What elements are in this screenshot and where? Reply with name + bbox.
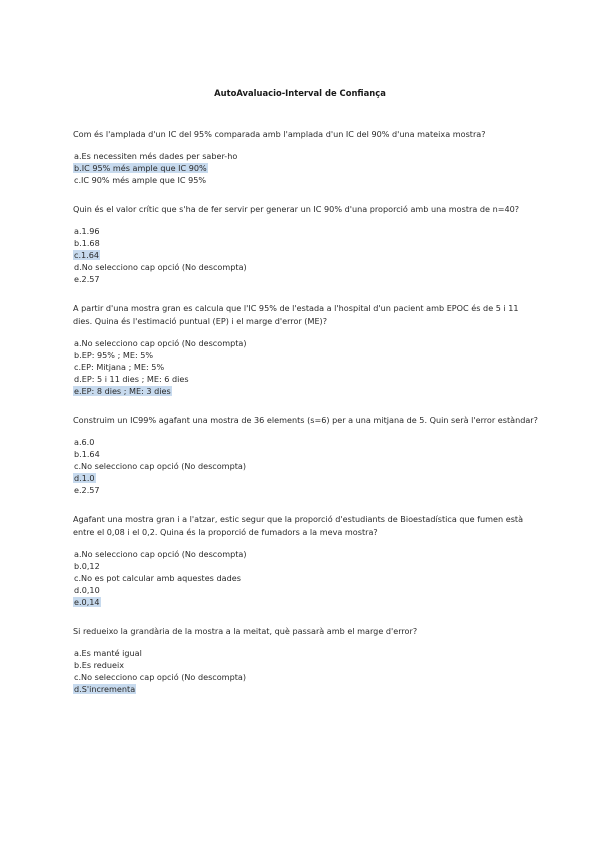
answer-option-label: a.No selecciono cap opció (No descompta) (74, 337, 247, 348)
answer-option[interactable] (73, 548, 538, 560)
answer-option-label: e.EP: 8 dies ; ME: 3 dies (74, 386, 171, 397)
answer-option-label: a.Es manté igual (74, 647, 142, 658)
question-text: Agafant una mostra gran i a l'atzar, estic segur que la proporció d'estudiants de Bioestadística que fumen està entre el 0,08 i el 0,2. Quina és la proporció de fumadors a la meva mostra? (73, 513, 524, 537)
answer-options (73, 337, 538, 398)
answer-options (73, 150, 538, 187)
answer-option[interactable] (73, 261, 538, 273)
question-block (73, 302, 538, 398)
answer-option-selected[interactable] (73, 162, 538, 174)
answer-option-label: d.EP: 5 i 11 dies ; ME: 6 dies (74, 374, 189, 385)
question-text: A partir d'una mostra gran es calcula que l'IC 95% de l'estada a l'hospital d'un pacient amb EPOC és de 5 i 11 dies. Quina és l'estimació puntual (EP) i el marge d'error (ME)? (73, 302, 519, 326)
answer-option-label: b.1.68 (74, 237, 100, 248)
question-block (73, 203, 538, 286)
answer-option-label: c.No selecciono cap opció (No descompta) (74, 672, 247, 683)
answer-option-label: d.1.0 (74, 473, 95, 484)
answer-option-label: b.1.64 (74, 448, 100, 459)
question-block (73, 128, 538, 187)
answer-option[interactable] (73, 237, 538, 249)
answer-option[interactable] (73, 647, 538, 659)
answer-option-label: e.2.57 (74, 274, 100, 285)
question-text: Quin és el valor crític que s'ha de fer servir per generar un IC 90% d'una proporció amb una mostra de n=40? (73, 203, 520, 214)
answer-option[interactable] (73, 572, 538, 584)
answer-option-label: b.Es redueix (74, 659, 125, 670)
answer-option[interactable] (73, 150, 538, 162)
question-text: Com és l'amplada d'un IC del 95% comparada amb l'amplada d'un IC del 90% d'una mateixa mostra? (73, 129, 486, 139)
answer-option-label: e.0,14 (74, 597, 100, 608)
answer-option[interactable] (73, 273, 538, 285)
answer-option-selected[interactable] (73, 249, 538, 261)
answer-option-selected[interactable] (73, 385, 538, 397)
answer-option-label: a.1.96 (74, 225, 100, 236)
answer-option[interactable] (73, 671, 538, 683)
answer-option-label: c.EP: Mitjana ; ME: 5% (74, 362, 165, 373)
answer-option-label: c.IC 90% més ample que IC 95% (74, 175, 207, 186)
answer-option[interactable] (73, 436, 538, 448)
answer-option[interactable] (73, 484, 538, 496)
question-list (73, 128, 538, 711)
answer-option-label: b.EP: 95% ; ME: 5% (74, 349, 154, 360)
answer-option-label: e.2.57 (74, 485, 100, 496)
answer-option[interactable] (73, 349, 538, 361)
answer-option-label: a.Es necessiten més dades per saber-ho (74, 151, 238, 161)
answer-option-selected[interactable] (73, 472, 538, 484)
answer-option-label: a.No selecciono cap opció (No descompta) (74, 548, 247, 559)
answer-option-label: b.IC 95% més ample que IC 90% (74, 163, 207, 174)
question-block (73, 414, 538, 497)
answer-option-label: c.No es pot calcular amb aquestes dades (74, 573, 241, 584)
answer-option[interactable] (73, 373, 538, 385)
answer-option-label: a.6.0 (74, 436, 95, 447)
question-text: Construim un IC99% agafant una mostra de 36 elements (s=6) per a una mitjana de 5. Quin serà l'error estàndar? (73, 414, 538, 425)
answer-option-label: b.0,12 (74, 560, 100, 571)
answer-option-label: c.No selecciono cap opció (No descompta) (74, 461, 247, 472)
answer-options (73, 225, 538, 286)
answer-option-label: c.1.64 (74, 250, 100, 261)
answer-options (73, 647, 538, 696)
answer-option[interactable] (73, 584, 538, 596)
answer-option-label: d.0,10 (74, 585, 100, 596)
answer-option-label: d.S'incrementa (74, 684, 136, 695)
question-block (73, 625, 538, 696)
answer-option[interactable] (73, 361, 538, 373)
document-title: AutoAvaluacio-Interval de Confiança (214, 88, 386, 98)
question-text: Si redueixo la grandària de la mostra a la meitat, què passarà amb el marge d'error? (73, 625, 418, 636)
answer-option[interactable] (73, 225, 538, 237)
answer-option[interactable] (73, 560, 538, 572)
answer-option-selected[interactable] (73, 596, 538, 608)
answer-option[interactable] (73, 174, 538, 186)
answer-option-label: d.No selecciono cap opció (No descompta) (74, 262, 247, 273)
answer-option[interactable] (73, 659, 538, 671)
answer-options (73, 548, 538, 609)
answer-options (73, 436, 538, 497)
answer-option[interactable] (73, 448, 538, 460)
question-block (73, 513, 538, 609)
answer-option[interactable] (73, 337, 538, 349)
answer-option-selected[interactable] (73, 683, 538, 695)
answer-option[interactable] (73, 460, 538, 472)
